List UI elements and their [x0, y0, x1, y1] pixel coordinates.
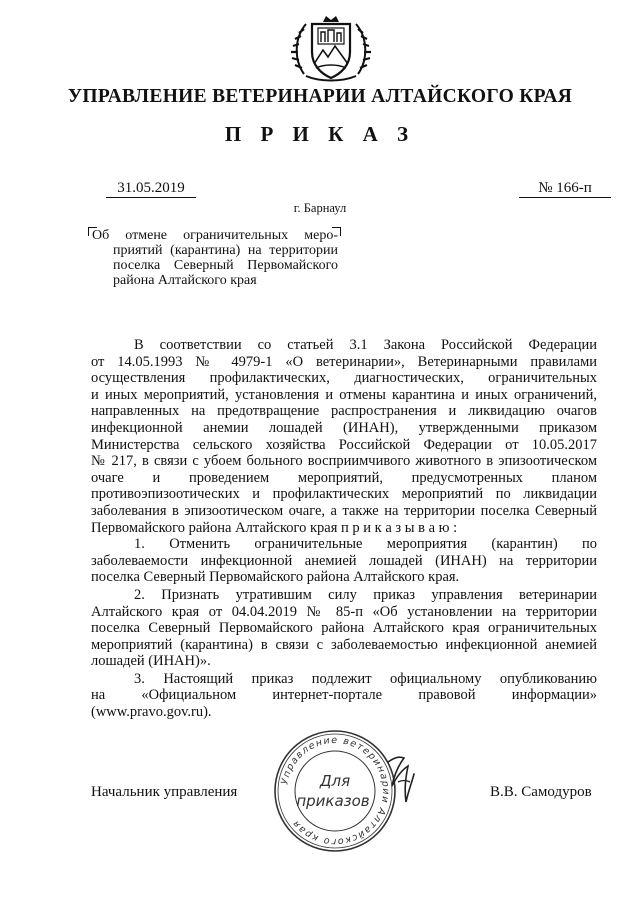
body-line: Первомайского района Алтайского края п р и к а з ы в а ю :	[91, 519, 458, 536]
svg-text:Для: Для	[319, 772, 351, 790]
body-line: направленных на предотвращение распространения и ликвидацию очагов	[91, 403, 597, 420]
body-line: № 217, в связи с убоем больного восприимчивого животного в эпизоотическом	[91, 453, 597, 470]
body-line: очаге и проведением мероприятий, предусмотренных планом	[91, 469, 597, 486]
body-line: мероприятий (карантина) в связи с заболеваемостью инфекционной анемией	[91, 636, 597, 653]
body-line: заболеваемости инфекционной анемией лошадей (ИНАН) на территории	[91, 552, 597, 569]
body-line: и иных мероприятий, установления и отмены карантина и иных ограничений,	[91, 386, 597, 403]
body-line: противоэпизоотических и профилактических мероприятий по ликвидации	[91, 486, 597, 503]
coat-of-arms-icon	[290, 12, 372, 84]
body-line: 1. Отменить ограничительные мероприятия (карантин) по	[134, 536, 597, 553]
organization-heading: УПРАВЛЕНИЕ ВЕТЕРИНАРИИ АЛТАЙСКОГО КРАЯ	[67, 86, 573, 107]
signatory-position: Начальник управления	[91, 784, 238, 800]
official-stamp	[270, 726, 400, 856]
subject-line: района Алтайского края	[113, 273, 257, 288]
order-body	[91, 337, 597, 721]
body-line: 3. Настоящий приказ подлежит официальному опубликованию	[134, 670, 597, 687]
svg-text:Управление ветеринарии Алтайск: Управление ветеринарии Алтайского края	[279, 734, 392, 848]
city-label: г. Барнаул	[293, 201, 347, 215]
order-subject	[92, 228, 338, 288]
body-line: 2. Признать утратившим силу приказ управления ветеринарии	[134, 586, 597, 603]
body-line: поселка Северный Первомайского района Алтайского края ограничительных	[91, 620, 597, 637]
document-title: П Р И К А З	[224, 122, 416, 146]
order-number: № 166-п	[519, 179, 611, 198]
order-date: 31.05.2019	[106, 179, 196, 198]
body-line: поселка Северный Первомайского района Алтайского края.	[91, 569, 460, 586]
body-line: лошадей (ИНАН)».	[91, 653, 211, 670]
subject-line: Об отмене ограничительных меро-	[92, 228, 338, 243]
body-line: Министерства сельского хозяйства Российской Федерации от 10.05.2017	[91, 436, 597, 453]
svg-text:приказов: приказов	[296, 792, 370, 810]
body-line: на «Официальном интернет-портале правовой информации»	[91, 687, 597, 704]
body-line: В соответствии со статьей 3.1 Закона Российской Федерации	[134, 337, 597, 353]
handwritten-signature	[384, 752, 418, 810]
body-line: инфекционной анемии лошадей (ИНАН), утвержденными приказом	[91, 419, 597, 436]
body-line: осуществления профилактических, диагностических, ограничительных	[91, 370, 597, 387]
body-line: от 14.05.1993 № 4979-1 «О ветеринарии», Ветеринарными правилами	[91, 353, 597, 370]
subject-line: поселка Северный Первомайского	[113, 258, 338, 273]
body-line: заболевания в эпизоотическом очаге, а также на территории поселка Северный	[91, 502, 597, 519]
signatory-name: В.В. Самодуров	[490, 784, 592, 800]
subject-line: приятий (карантина) на территории	[113, 243, 338, 258]
body-line: Алтайского края от 04.04.2019 № 85-п «Об установлении на территории	[91, 603, 597, 620]
body-line: (www.pravo.gov.ru).	[91, 704, 212, 721]
